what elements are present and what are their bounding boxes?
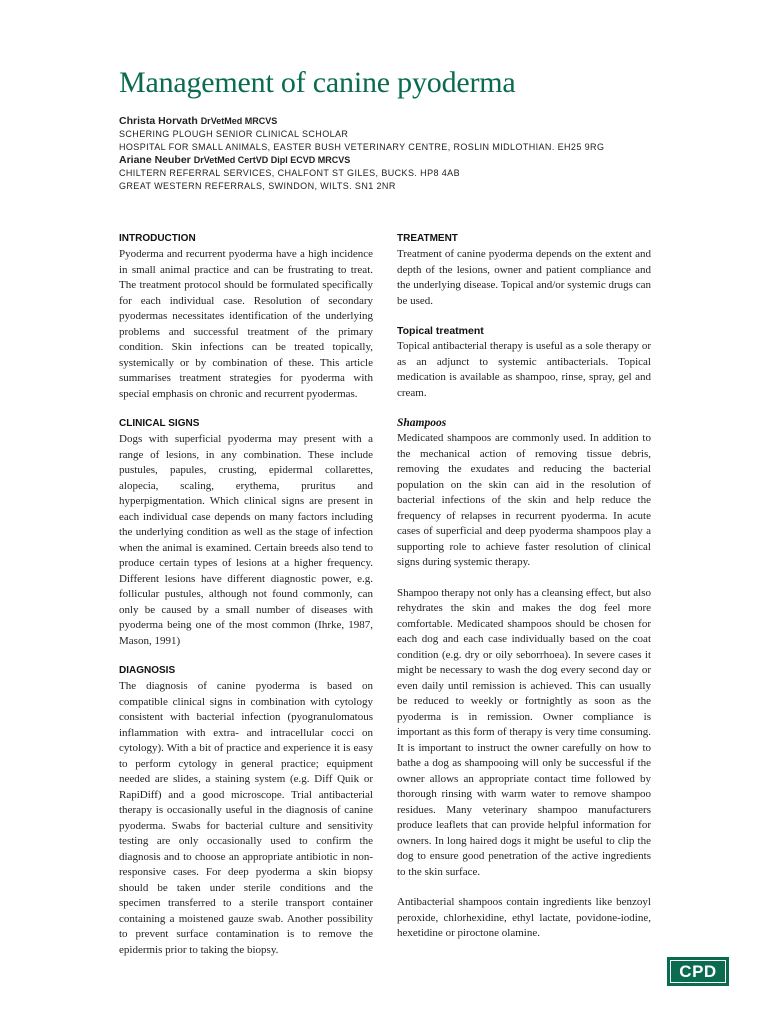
treatment-text: Treatment of canine pyoderma depends on the extent and depth of the lesions, owner and patient compliance and the underlying disease. Topical and/or systemic drugs can be used. — [397, 248, 651, 307]
subheading-shampoos: Shampoos — [397, 417, 447, 429]
section-heading-diagnosis: DIAGNOSIS — [119, 665, 176, 676]
author-qualifications: DrVetMed CertVD Dipl ECVD MRCVS — [193, 155, 351, 165]
clinical-signs-text: Dogs with superficial pyoderma may present with a range of lesions, in any combination. These include pustules, papules, crusting, epidermal collarettes, alopecia, scaling, erythema, pruritus and hyperpigmentation. Which clinical signs are present in each individual case depends on many factors including the underlying condition as well as the stage of infection when the animal is examined. Certain breeds also tend to produce certain types of lesions at a higher frequency. Different lesions have different diagnostic power, e.g. follicular pustules, although not found commonly, can only be caused by a small number of diseases with pyoderma being one of the most common (Ihrke, 1987, Mason, 1991) — [119, 433, 373, 647]
topical-treatment-text: Topical antibacterial therapy is useful as a sole therapy or as an adjunct to systemic antibacterials. Topical medication is available as shampoo, rinse, spray, gel and cream. — [397, 340, 651, 399]
author-name: Christa Horvath DrVetMed MRCVS — [119, 115, 278, 127]
author-affiliation: HOSPITAL FOR SMALL ANIMALS, EASTER BUSH VETERINARY CENTRE, ROSLIN MIDLOTHIAN. EH25 9RG — [119, 142, 605, 152]
section-heading-clinical-signs: CLINICAL SIGNS — [119, 418, 200, 429]
author-affiliation: GREAT WESTERN REFERRALS, SWINDON, WILTS. SN1 2NR — [119, 181, 396, 191]
author-name: Ariane Neuber DrVetMed CertVD Dipl ECVD MRCVS — [119, 154, 351, 166]
shampoos-text-2: Shampoo therapy not only has a cleansing effect, but also rehydrates the skin and makes the dog feel more comfortable. Medicated shampoos should be chosen for each dog and each case individually based on the coat condition (e.g. dry or oily seborrhoea). In severe cases it might be necessary to wash the dog every second day or even daily until remission is achieved. This can usually be reduced to weekly or fortnightly as soon as the pyoderma is in remission. Owner compliance is important as this form of therapy is very time consuming. It is important to instruct the owner carefully on how to bathe a dog as shampooing will only be successful if the owner allows an appropriate contact time followed by thorough rinsing with warm water to remove shampoo residues. Many veterinary shampoo manufacturers produce leaflets that can provide helpful information for owners. In long haired dogs it might be useful to clip the dog to ensure good penetration of the active ingredients to the skin surface. — [397, 586, 651, 878]
cpd-badge — [667, 957, 729, 986]
shampoos-text-3: Antibacterial shampoos contain ingredients like benzoyl peroxide, chlorhexidine, ethyl lactate, povidone-iodine, hexetidine or piroctone olamine. — [397, 896, 651, 939]
author-block — [119, 115, 739, 193]
subheading-topical-treatment: Topical treatment — [397, 325, 484, 337]
section-heading-treatment: TREATMENT — [397, 233, 458, 244]
introduction-text: Pyoderma and recurrent pyoderma have a high incidence in small animal practice and can be frustrating to treat. The treatment protocol should be formulated specifically for each individual case. Resolution of secondary pyodermas necessitates identification of the underlying problems and successful treatment of the primary condition. Skin infections can be treated topically, systemically or by combination of these. This article summarises treatment strategies for pyoderma with special emphasis on chronic and recurrent pyodermas. — [119, 248, 373, 400]
section-heading-introduction: INTRODUCTION — [119, 233, 196, 244]
author-affiliation: CHILTERN REFERRAL SERVICES, CHALFONT ST GILES, BUCKS. HP8 4AB — [119, 168, 460, 178]
article-title: Management of canine pyoderma — [119, 66, 516, 99]
right-column — [397, 232, 651, 942]
shampoos-text-1: Medicated shampoos are commonly used. In addition to the mechanical action of removing tissue debris, removing the exudates and reducing the bacterial population on the skin can aid in the resolution of bacterial infections of the skin and help reduce the frequency of relapses in recurrent pyoderma. In acute cases of superficial and deep pyoderma shampoos play a supporting role to achieve faster resolution of clinical signs during systemic therapy. — [397, 432, 651, 568]
diagnosis-text: The diagnosis of canine pyoderma is based on compatible clinical signs in combination with cytology consistent with bacterial infection (pyogranulomatous inflammation with extra- and intracellular cocci on cytology). With a bit of practice and experience it is easy to perform cytology in general practice; equipment needed are slides, a staining system (e.g. Diff Quik or RapiDiff) and a good microscope. Trial antibacterial therapy is occasionally useful in the diagnosis of canine pyoderma. Swabs for bacterial culture and sensitivity testing are only occasionally used to confirm the diagnosis and to choose an appropriate antibiotic in non-responsive cases. For deep pyoderma a skin biopsy should be taken under sterile conditions and the specimen transferred to a sterile transport container containing a moistened gauze swab. Another possibility to prevent surface contamination is to remove the epidermis prior to taking the biopsy. — [119, 680, 373, 956]
left-column — [119, 232, 373, 958]
cpd-label: CPD — [670, 960, 726, 983]
author-qualifications: DrVetMed MRCVS — [200, 116, 278, 126]
author-affiliation: SCHERING PLOUGH SENIOR CLINICAL SCHOLAR — [119, 129, 349, 139]
